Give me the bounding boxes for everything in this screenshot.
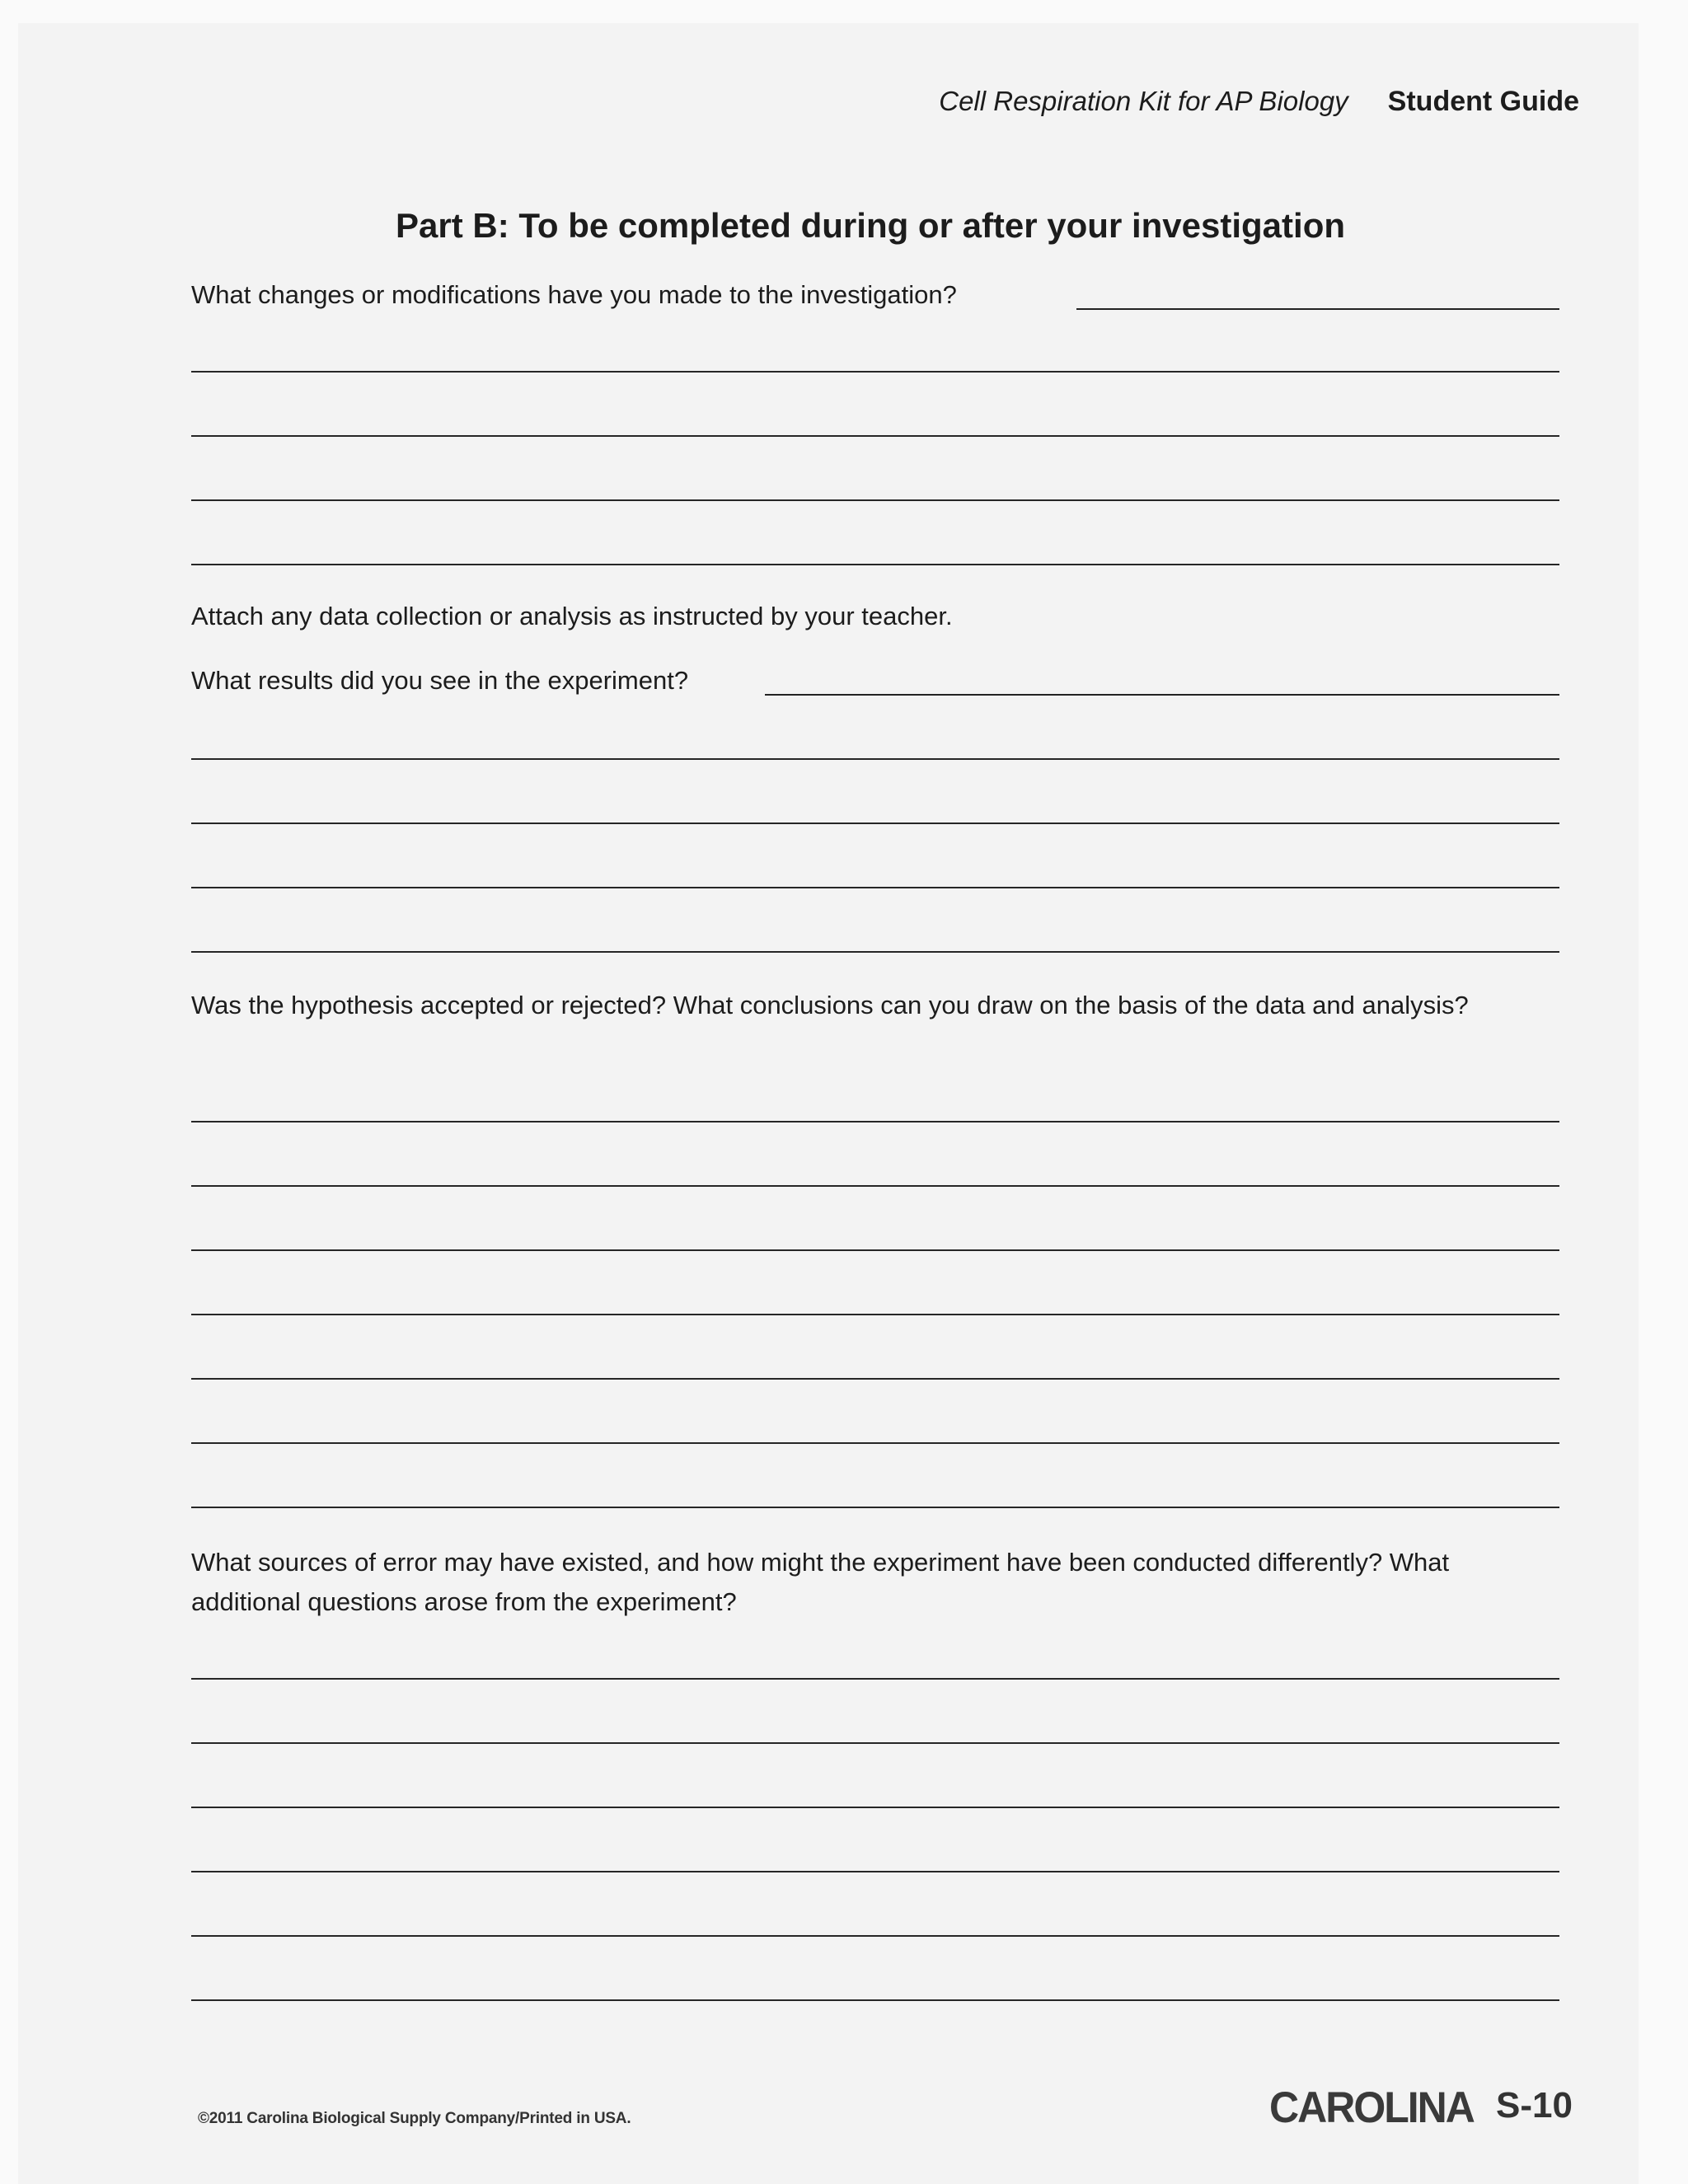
answer-line[interactable]	[191, 371, 1559, 373]
answer-line[interactable]	[191, 1249, 1559, 1251]
answer-line[interactable]	[191, 1678, 1559, 1680]
scan-margin-right	[1639, 0, 1688, 2184]
answer-line[interactable]	[191, 1507, 1559, 1508]
answer-line[interactable]	[191, 1807, 1559, 1808]
scan-margin-left	[0, 0, 18, 2184]
answer-line[interactable]	[191, 1742, 1559, 1744]
answer-line[interactable]	[191, 887, 1559, 888]
answer-line[interactable]	[191, 758, 1559, 760]
question-hypothesis: Was the hypothesis accepted or rejected? What conclusions can you draw on the basis of the data and analysis?	[191, 991, 1469, 1019]
answer-line[interactable]	[191, 823, 1559, 824]
page-title: Part B: To be completed during or after your investigation	[396, 206, 1346, 245]
page-header	[939, 86, 1579, 118]
answer-line[interactable]	[191, 1935, 1559, 1937]
answer-line[interactable]	[191, 1378, 1559, 1380]
answer-line[interactable]	[191, 1871, 1559, 1872]
copyright-notice: ©2011 Carolina Biological Supply Company/Printed in USA.	[198, 2110, 631, 2127]
page-number: S-10	[1496, 2085, 1573, 2125]
question-modifications: What changes or modifications have you made to the investigation?	[191, 280, 957, 309]
answer-line-inline[interactable]	[765, 694, 1559, 696]
answer-line[interactable]	[191, 1314, 1559, 1315]
carolina-logo: CAROLINA	[1269, 2083, 1474, 2132]
answer-line[interactable]	[191, 1999, 1559, 2001]
question-results: What results did you see in the experiment?	[191, 666, 689, 695]
instruction-attach-data: Attach any data collection or analysis as instructed by your teacher.	[191, 602, 953, 630]
answer-line[interactable]	[191, 499, 1559, 501]
answer-line[interactable]	[191, 1442, 1559, 1444]
answer-line[interactable]	[191, 1121, 1559, 1122]
answer-line[interactable]	[191, 1185, 1559, 1187]
question-sources-of-error: What sources of error may have existed, and how might the experiment have been conducted differently? What additional questions arose from the experiment?	[191, 1548, 1450, 1616]
scan-margin-top	[0, 0, 1688, 23]
answer-line[interactable]	[191, 435, 1559, 437]
guide-label: Student Guide	[1387, 86, 1579, 117]
answer-line[interactable]	[191, 951, 1559, 953]
answer-line-inline[interactable]	[1076, 308, 1559, 310]
kit-title: Cell Respiration Kit for AP Biology	[939, 86, 1348, 116]
answer-line[interactable]	[191, 564, 1559, 565]
